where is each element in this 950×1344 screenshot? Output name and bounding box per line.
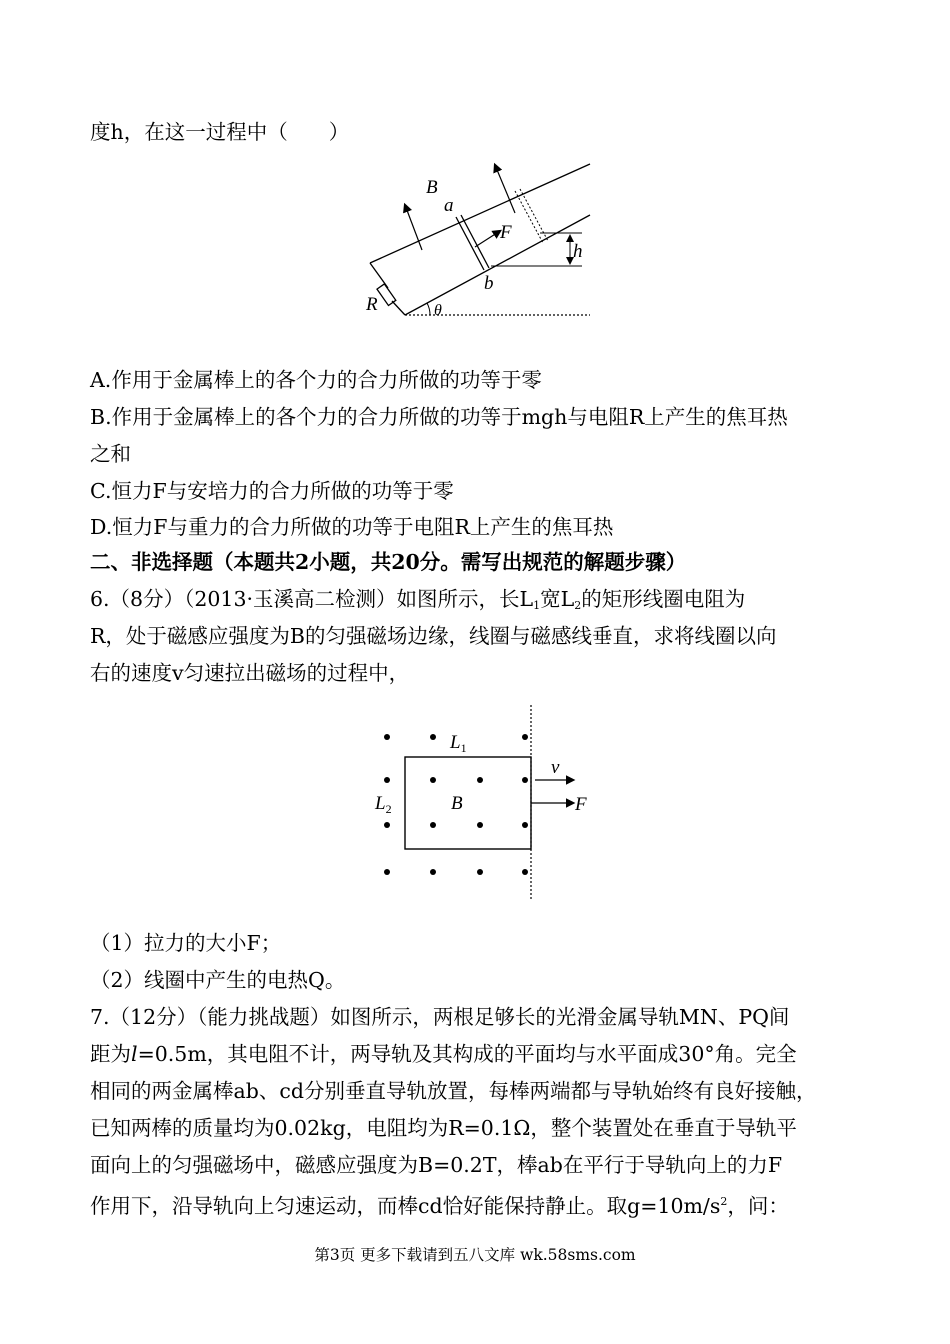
option-A: A.作用于金属棒上的各个力的合力所做的功等于零: [90, 368, 542, 392]
q7-line2: 距为l=0.5m，其电阻不计，两导轨及其构成的平面均与水平面成30°角。完全: [90, 1042, 797, 1066]
label-B: B: [426, 177, 438, 198]
q6-line1: 6.（8分）（2013·玉溪高二检测）如图所示，长$L_1$宽$L_2$的矩形线圈电阻为: [90, 587, 746, 612]
label-F: F: [500, 222, 512, 243]
option-B-continued: 之和: [90, 442, 131, 466]
figure-coil-in-field: [365, 705, 605, 905]
label-theta: θ: [434, 302, 442, 319]
label-b: b: [484, 273, 494, 294]
q7-line3: 相同的两金属棒ab、cd分别垂直导轨放置，每棒两端都与导轨始终有良好接触，: [90, 1079, 817, 1103]
label-v: v: [551, 757, 560, 778]
label-R: R: [366, 294, 378, 315]
option-D: D.恒力F与重力的合力所做的功等于电阻R上产生的焦耳热: [90, 515, 614, 539]
force-arrow-F: [475, 231, 500, 247]
label-B: B: [451, 793, 463, 814]
rectangular-coil: [405, 757, 531, 849]
q7-line6: 作用下，沿导轨向上匀速运动，而棒cd恰好能保持静止。取$g=10m/s^2$，问：: [90, 1194, 789, 1218]
lower-rail: [405, 215, 590, 315]
q7-line5: 面向上的匀强磁场中，磁感应强度为B=0.2T，棒ab在平行于导轨向上的力F: [90, 1153, 783, 1177]
q7-line1: 7.（12分）（能力挑战题）如图所示，两根足够长的光滑金属导轨MN、PQ间: [90, 1005, 790, 1029]
page-footer: 第3页 更多下载请到五八文库 wk.58sms.com: [314, 1246, 636, 1264]
label-h: h: [573, 241, 583, 262]
left-connector-lower: [392, 301, 405, 315]
option-C: C.恒力F与安培力的合力所做的功等于零: [90, 479, 454, 503]
option-B: B.作用于金属棒上的各个力的合力所做的功等于mgh与电阻R上产生的焦耳热: [90, 405, 788, 429]
label-L2: $L_2$: [375, 793, 392, 816]
upper-rail: [370, 164, 590, 263]
label-a: a: [444, 195, 454, 216]
q6-line3: 右的速度v匀速拉出磁场的过程中，: [90, 661, 410, 685]
angle-arc: [427, 303, 430, 315]
label-F: F: [575, 794, 587, 815]
q6-part2: （2）线圈中产生的电热Q。: [90, 968, 346, 992]
q6-part1: （1）拉力的大小F；: [90, 931, 282, 955]
final-position-dotted: [515, 191, 543, 243]
q7-line4: 已知两棒的质量均为0.02kg，电阻均为R=0.1Ω，整个装置处在垂直于导轨平: [90, 1116, 797, 1140]
q6-line2: R，处于磁感应强度为B的匀强磁场边缘，线圈与磁感线垂直，求将线圈以向: [90, 624, 777, 648]
question5-stem-tail: 度h，在这一过程中（ ）: [90, 120, 350, 144]
label-L1: $L_1$: [450, 732, 467, 755]
figure-inclined-rails: [360, 155, 600, 330]
section-heading: 二、非选择题（本题共2小题，共20分。需写出规范的解题步骤）: [90, 550, 687, 574]
rod-ab-edge: [461, 215, 489, 268]
